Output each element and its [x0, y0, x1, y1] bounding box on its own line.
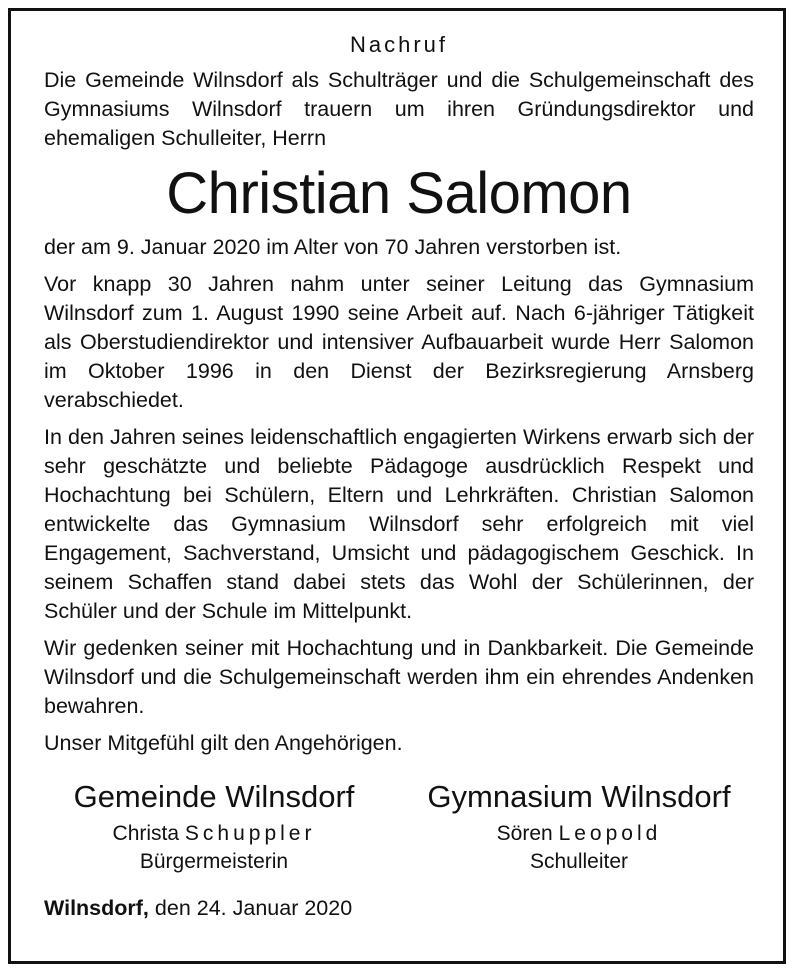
place: Wilnsdorf, — [44, 896, 149, 920]
signatory-name — [44, 820, 384, 848]
signatory-last-name: Schuppler — [184, 822, 316, 845]
death-line: der am 9. Januar 2020 im Alter von 70 Jahren verstorben ist. — [44, 235, 622, 259]
signature-municipality — [44, 778, 384, 876]
signatory-name — [404, 820, 754, 848]
signatory-role: Bürgermeisterin — [139, 850, 289, 873]
signature-school — [404, 778, 754, 876]
deceased-name: Christian Salomon — [166, 161, 632, 226]
signatures — [44, 778, 754, 876]
obituary-notice — [44, 30, 754, 923]
date: den 24. Januar 2020 — [154, 896, 353, 920]
condolence-line: Unser Mitgefühl gilt den Angehörigen. — [44, 731, 403, 755]
place-date-line — [44, 894, 754, 923]
signatory-first-name: Sören — [496, 822, 553, 845]
signatory-role: Schulleiter — [529, 850, 629, 873]
body-paragraph: Vor knapp 30 Jahren nahm unter seiner Leitung das Gymnasium Wilnsdorf zum 1. August 1990 seine Arbeit auf. Nach 6-jähriger Tätigkeit als Oberstudiendirektor und intensiver Aufbauarbeit wurde Herr Salomon im Oktober 1996 in den Dienst der Bezirksregierung Arnsberg verabschiedet. — [44, 272, 754, 412]
signatory-organization: Gymnasium Wilnsdorf — [427, 779, 731, 814]
notice-heading: Nachruf — [349, 32, 449, 57]
signatory-first-name: Christa — [112, 822, 180, 845]
body-paragraph: Wir gedenken seiner mit Hochachtung und in Dankbarkeit. Die Gemeinde Wilnsdorf und die Schulgemeinschaft werden ihm ein ehrendes Andenken bewahren. — [44, 636, 754, 718]
body-paragraph: In den Jahren seines leidenschaftlich engagierten Wirkens erwarb sich der sehr geschätzte und beliebte Pädagoge ausdrücklich Respekt und Hochachtung bei Schülern, Eltern und Lehrkräften. Christian Salomon entwickelte das Gymnasium Wilnsdorf sehr erfolgreich mit viel Engagement, Sachverstand, Umsicht und pädagogischem Geschick. In seinem Schaffen stand dabei stets das Wohl der Schülerinnen, der Schüler und der Schule im Mittelpunkt. — [44, 425, 754, 623]
signatory-last-name: Leopold — [558, 822, 662, 845]
intro-paragraph: Die Gemeinde Wilnsdorf als Schulträger und die Schulgemeinschaft des Gymnasiums Wilnsdorf trauern um ihren Gründungsdirektor und ehemaligen Schulleiter, Herrn — [44, 68, 754, 150]
signatory-organization: Gemeinde Wilnsdorf — [73, 779, 355, 814]
